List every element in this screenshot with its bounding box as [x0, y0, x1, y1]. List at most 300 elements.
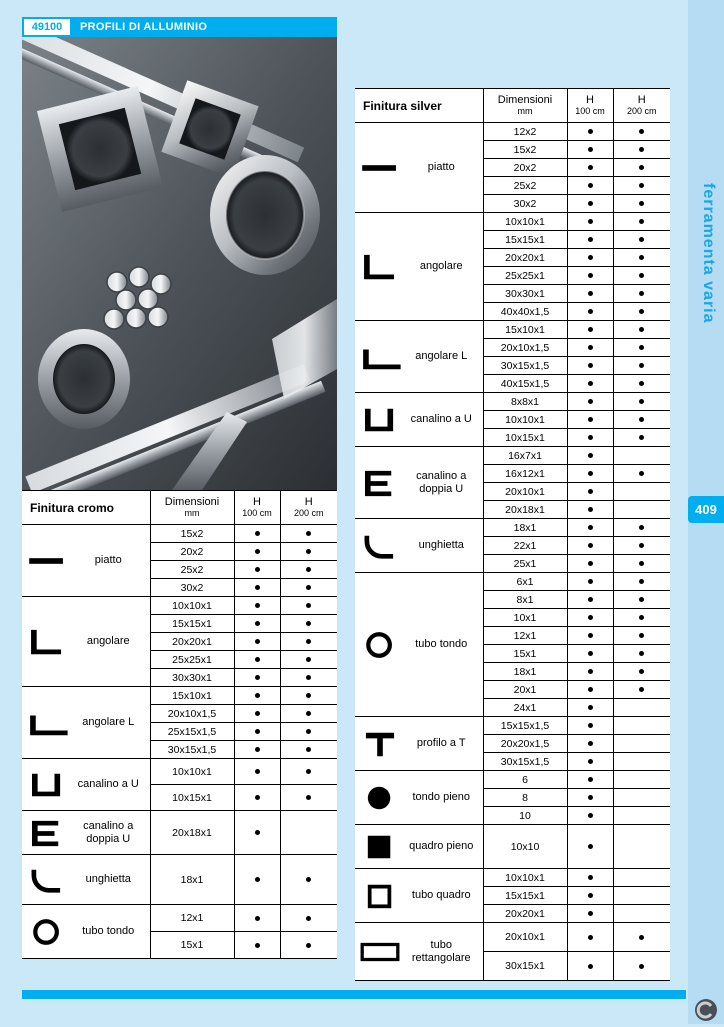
- profile-angolare: [22, 597, 150, 687]
- h200-availability: [613, 375, 670, 393]
- availability-dot: [588, 201, 593, 206]
- dimension-value: 10x10x1: [483, 411, 567, 429]
- availability-dot: [588, 597, 593, 602]
- h200-availability: [280, 597, 337, 615]
- availability-dot: [588, 147, 593, 152]
- availability-dot: [588, 435, 593, 440]
- spec-row: [22, 905, 337, 932]
- availability-dot: [588, 273, 593, 278]
- availability-dot: [588, 687, 593, 692]
- availability-dot: [588, 309, 593, 314]
- h100-availability: [567, 231, 613, 249]
- availability-dot: [255, 639, 260, 644]
- dimension-value: 30x30x1: [150, 669, 234, 687]
- spec-row: [355, 447, 670, 465]
- profile-label: angolare L: [82, 716, 135, 729]
- availability-dot: [306, 603, 311, 608]
- h100-availability: [234, 811, 280, 855]
- availability-dot: [588, 255, 593, 260]
- availability-dot: [255, 943, 260, 948]
- profile-canalino-doppia-u: [355, 447, 483, 519]
- availability-dot: [639, 525, 644, 530]
- availability-dot: [588, 813, 593, 818]
- dimension-value: 10x10x1: [483, 213, 567, 231]
- canalino-u-icon: [25, 770, 69, 800]
- aluminum-profiles-illustration: [22, 37, 337, 490]
- profile-label: unghietta: [85, 873, 131, 886]
- h100-availability: [567, 717, 613, 735]
- availability-dot: [306, 943, 311, 948]
- availability-dot: [588, 399, 593, 404]
- h100-availability: [567, 591, 613, 609]
- tondo-pieno-icon: [358, 783, 402, 813]
- col-dimensioni: Dimensioni mm: [150, 491, 234, 525]
- h100-availability: [567, 753, 613, 771]
- h200-availability: [613, 573, 670, 591]
- dimension-value: 24x1: [483, 699, 567, 717]
- availability-dot: [588, 525, 593, 530]
- dimension-value: 6x1: [483, 573, 567, 591]
- finitura-cromo-table-host: [22, 490, 337, 959]
- h100-availability: [234, 723, 280, 741]
- dimension-value: 15x15x1: [483, 887, 567, 905]
- h200-availability: [613, 663, 670, 681]
- dimension-value: 10x1: [483, 609, 567, 627]
- spec-row: [355, 717, 670, 735]
- page-header: [22, 17, 337, 37]
- h200-availability: [613, 735, 670, 753]
- profile-label: tondo pieno: [412, 791, 470, 804]
- availability-dot: [639, 183, 644, 188]
- availability-dot: [588, 615, 593, 620]
- h100-availability: [234, 543, 280, 561]
- dimension-value: 20x10x1,5: [483, 339, 567, 357]
- profile-tubo-tondo: [22, 905, 150, 959]
- spec-row: [355, 321, 670, 339]
- availability-dot: [306, 795, 311, 800]
- dimension-value: 10: [483, 807, 567, 825]
- availability-dot: [255, 711, 260, 716]
- profile-angolare-l: [355, 321, 483, 393]
- dimension-value: 10x15x1: [483, 429, 567, 447]
- dimension-value: 25x1: [483, 555, 567, 573]
- availability-dot: [588, 219, 593, 224]
- h200-availability: [280, 633, 337, 651]
- spec-row: [22, 759, 337, 785]
- h100-availability: [567, 537, 613, 555]
- page-title: PROFILI DI ALLUMINIO: [72, 17, 337, 37]
- availability-dot: [639, 219, 644, 224]
- h200-availability: [280, 905, 337, 932]
- canalino-doppia-u-icon: [25, 818, 69, 848]
- availability-dot: [588, 875, 593, 880]
- aluminum-profiles-photo: [22, 37, 337, 490]
- availability-dot: [588, 844, 593, 849]
- availability-dot: [255, 549, 260, 554]
- finitura-silver-table-host: [355, 88, 665, 981]
- availability-dot: [639, 687, 644, 692]
- availability-dot: [639, 471, 644, 476]
- profile-label: canalino a doppia U: [83, 819, 134, 845]
- availability-dot: [639, 147, 644, 152]
- profile-label: piatto: [427, 161, 455, 174]
- h100-availability: [234, 579, 280, 597]
- availability-dot: [306, 549, 311, 554]
- h200-availability: [613, 555, 670, 573]
- dimension-value: 10x10x1: [150, 759, 234, 785]
- h200-availability: [613, 681, 670, 699]
- h100-availability: [567, 681, 613, 699]
- h100-availability: [567, 869, 613, 887]
- col-h200: H 200 cm: [280, 491, 337, 525]
- availability-dot: [588, 183, 593, 188]
- availability-dot: [639, 633, 644, 638]
- availability-dot: [306, 531, 311, 536]
- dimension-value: 20x1: [483, 681, 567, 699]
- h100-availability: [567, 771, 613, 789]
- h200-availability: [613, 447, 670, 465]
- profile-canalino-doppia-u: [22, 811, 150, 855]
- h200-availability: [613, 123, 670, 141]
- h200-availability: [280, 855, 337, 905]
- availability-dot: [306, 585, 311, 590]
- h100-availability: [567, 519, 613, 537]
- h200-availability: [613, 952, 670, 981]
- h100-availability: [567, 887, 613, 905]
- profile-label: canalino a doppia U: [416, 469, 467, 495]
- h200-availability: [613, 519, 670, 537]
- h100-availability: [567, 573, 613, 591]
- dimension-value: 20x10x1: [483, 923, 567, 952]
- publisher-logo-icon: [694, 998, 718, 1022]
- availability-dot: [306, 621, 311, 626]
- availability-dot: [639, 291, 644, 296]
- spec-table-silver: [355, 88, 670, 981]
- h200-availability: [613, 753, 670, 771]
- profile-tondo-pieno: [355, 771, 483, 825]
- h100-availability: [567, 303, 613, 321]
- availability-dot: [639, 561, 644, 566]
- availability-dot: [639, 399, 644, 404]
- availability-dot: [588, 165, 593, 170]
- availability-dot: [639, 964, 644, 969]
- dimension-value: 12x1: [150, 905, 234, 932]
- tubo-tondo-icon: [25, 917, 69, 947]
- availability-dot: [639, 615, 644, 620]
- availability-dot: [306, 711, 311, 716]
- dimension-value: 18x1: [150, 855, 234, 905]
- availability-dot: [306, 693, 311, 698]
- availability-dot: [255, 657, 260, 662]
- h100-availability: [567, 249, 613, 267]
- h200-availability: [613, 429, 670, 447]
- h200-availability: [613, 231, 670, 249]
- dimension-value: 40x40x1,5: [483, 303, 567, 321]
- profilo-t-icon: [358, 729, 402, 759]
- profile-label: angolare: [419, 260, 463, 273]
- h200-availability: [280, 651, 337, 669]
- spec-table-cromo: [22, 490, 337, 959]
- h200-availability: [613, 717, 670, 735]
- table-title: Finitura cromo: [22, 491, 150, 525]
- dimension-value: 30x2: [150, 579, 234, 597]
- h100-availability: [567, 735, 613, 753]
- availability-dot: [255, 531, 260, 536]
- dimension-value: 10x10x1: [483, 869, 567, 887]
- availability-dot: [639, 309, 644, 314]
- dimension-value: 30x30x1: [483, 285, 567, 303]
- availability-dot: [588, 363, 593, 368]
- h100-availability: [567, 905, 613, 923]
- h200-availability: [613, 609, 670, 627]
- h100-availability: [567, 663, 613, 681]
- h200-availability: [613, 195, 670, 213]
- h200-availability: [613, 177, 670, 195]
- h100-availability: [234, 525, 280, 543]
- h100-availability: [567, 825, 613, 869]
- dimension-value: 30x15x1,5: [150, 741, 234, 759]
- dimension-value: 18x1: [483, 519, 567, 537]
- h100-availability: [567, 645, 613, 663]
- dimension-value: 10x10: [483, 825, 567, 869]
- dimension-value: 25x15x1,5: [150, 723, 234, 741]
- h200-availability: [613, 159, 670, 177]
- profile-piatto: [22, 525, 150, 597]
- h200-availability: [613, 483, 670, 501]
- h100-availability: [567, 177, 613, 195]
- h200-availability: [280, 811, 337, 855]
- availability-dot: [588, 453, 593, 458]
- h100-availability: [567, 213, 613, 231]
- h200-availability: [613, 285, 670, 303]
- h200-availability: [613, 869, 670, 887]
- h100-availability: [567, 357, 613, 375]
- quadro-pieno-icon: [358, 832, 402, 862]
- availability-dot: [255, 603, 260, 608]
- h200-availability: [613, 887, 670, 905]
- h100-availability: [234, 669, 280, 687]
- h100-availability: [567, 285, 613, 303]
- availability-dot: [306, 639, 311, 644]
- angolare-l-icon: [25, 708, 69, 738]
- h200-availability: [280, 785, 337, 811]
- availability-dot: [255, 693, 260, 698]
- availability-dot: [639, 129, 644, 134]
- angolare-icon: [25, 627, 69, 657]
- h100-availability: [567, 267, 613, 285]
- h100-availability: [567, 375, 613, 393]
- availability-dot: [255, 769, 260, 774]
- dimension-value: 25x2: [150, 561, 234, 579]
- availability-dot: [588, 723, 593, 728]
- dimension-value: 30x15x1,5: [483, 357, 567, 375]
- availability-dot: [639, 201, 644, 206]
- dimension-value: 15x10x1: [483, 321, 567, 339]
- h100-availability: [567, 789, 613, 807]
- tubo-quadro-icon: [358, 881, 402, 911]
- availability-dot: [588, 579, 593, 584]
- h100-availability: [234, 932, 280, 959]
- availability-dot: [588, 651, 593, 656]
- availability-dot: [588, 489, 593, 494]
- availability-dot: [639, 935, 644, 940]
- dimension-value: 30x2: [483, 195, 567, 213]
- dimension-value: 15x15x1: [150, 615, 234, 633]
- profile-piatto: [355, 123, 483, 213]
- h200-availability: [613, 591, 670, 609]
- dimension-value: 20x20x1: [483, 249, 567, 267]
- angolare-icon: [358, 252, 402, 282]
- dimension-value: 12x2: [483, 123, 567, 141]
- availability-dot: [639, 543, 644, 548]
- availability-dot: [588, 795, 593, 800]
- availability-dot: [588, 237, 593, 242]
- dimension-value: 25x25x1: [483, 267, 567, 285]
- bottom-rule: [22, 990, 686, 999]
- h200-availability: [613, 249, 670, 267]
- profile-tubo-rettangolare: [355, 923, 483, 981]
- h100-availability: [567, 393, 613, 411]
- h100-availability: [567, 923, 613, 952]
- h100-availability: [567, 159, 613, 177]
- profile-unghietta: [22, 855, 150, 905]
- availability-dot: [588, 417, 593, 422]
- tubo-tondo-icon: [358, 630, 402, 660]
- profile-canalino-u: [22, 759, 150, 811]
- dimension-value: 30x15x1,5: [483, 753, 567, 771]
- h100-availability: [567, 195, 613, 213]
- h100-availability: [234, 651, 280, 669]
- dimension-value: 15x15x1,5: [483, 717, 567, 735]
- h100-availability: [567, 952, 613, 981]
- h200-availability: [613, 267, 670, 285]
- availability-dot: [588, 964, 593, 969]
- product-code: 49100: [22, 17, 72, 37]
- h200-availability: [613, 923, 670, 952]
- h100-availability: [234, 705, 280, 723]
- availability-dot: [255, 675, 260, 680]
- h200-availability: [280, 741, 337, 759]
- tubo-rettangolare-icon: [358, 937, 402, 967]
- h200-availability: [280, 669, 337, 687]
- dimension-value: 15x2: [483, 141, 567, 159]
- spec-row: [22, 855, 337, 905]
- canalino-u-icon: [358, 405, 402, 435]
- availability-dot: [639, 381, 644, 386]
- dimension-value: 15x15x1: [483, 231, 567, 249]
- spec-row: [355, 123, 670, 141]
- h100-availability: [567, 339, 613, 357]
- availability-dot: [639, 669, 644, 674]
- h100-availability: [567, 627, 613, 645]
- availability-dot: [306, 567, 311, 572]
- profile-label: quadro pieno: [409, 840, 474, 853]
- availability-dot: [255, 585, 260, 590]
- h200-availability: [613, 501, 670, 519]
- angolare-l-icon: [358, 342, 402, 372]
- availability-dot: [255, 795, 260, 800]
- dimension-value: 8: [483, 789, 567, 807]
- h200-availability: [613, 303, 670, 321]
- availability-dot: [588, 507, 593, 512]
- availability-dot: [255, 729, 260, 734]
- availability-dot: [588, 935, 593, 940]
- profile-quadro-pieno: [355, 825, 483, 869]
- dimension-value: 15x1: [150, 932, 234, 959]
- h100-availability: [234, 615, 280, 633]
- h100-availability: [234, 561, 280, 579]
- h100-availability: [567, 447, 613, 465]
- availability-dot: [255, 877, 260, 882]
- dimension-value: 25x25x1: [150, 651, 234, 669]
- h100-availability: [234, 597, 280, 615]
- availability-dot: [639, 363, 644, 368]
- availability-dot: [588, 345, 593, 350]
- dimension-value: 16x7x1: [483, 447, 567, 465]
- col-h200: H 200 cm: [613, 89, 670, 123]
- availability-dot: [306, 877, 311, 882]
- dimension-value: 20x20x1: [483, 905, 567, 923]
- dimension-value: 10x10x1: [150, 597, 234, 615]
- availability-dot: [588, 471, 593, 476]
- profile-label: tubo quadro: [411, 889, 471, 902]
- h200-availability: [613, 905, 670, 923]
- h100-availability: [234, 633, 280, 651]
- availability-dot: [588, 777, 593, 782]
- availability-dot: [639, 237, 644, 242]
- dimension-value: 15x2: [150, 525, 234, 543]
- spec-row: [355, 923, 670, 952]
- dimension-value: 30x15x1: [483, 952, 567, 981]
- availability-dot: [255, 747, 260, 752]
- h100-availability: [567, 321, 613, 339]
- dimension-value: 25x2: [483, 177, 567, 195]
- col-h100: H 100 cm: [234, 491, 280, 525]
- h200-availability: [613, 771, 670, 789]
- h200-availability: [613, 141, 670, 159]
- dimension-value: 8x8x1: [483, 393, 567, 411]
- availability-dot: [588, 543, 593, 548]
- profile-label: canalino a U: [410, 413, 472, 426]
- unghietta-icon: [25, 865, 69, 895]
- dimension-value: 16x12x1: [483, 465, 567, 483]
- h100-availability: [567, 411, 613, 429]
- h100-availability: [567, 123, 613, 141]
- availability-dot: [588, 633, 593, 638]
- availability-dot: [306, 657, 311, 662]
- availability-dot: [588, 759, 593, 764]
- h200-availability: [613, 321, 670, 339]
- spec-row: [355, 771, 670, 789]
- profile-label: canalino a U: [77, 778, 139, 791]
- h100-availability: [567, 807, 613, 825]
- dimension-value: 15x1: [483, 645, 567, 663]
- h100-availability: [234, 785, 280, 811]
- availability-dot: [588, 669, 593, 674]
- availability-dot: [588, 129, 593, 134]
- availability-dot: [588, 705, 593, 710]
- unghietta-icon: [358, 531, 402, 561]
- availability-dot: [639, 597, 644, 602]
- profile-label: tubo tondo: [415, 638, 468, 651]
- availability-dot: [588, 893, 593, 898]
- availability-dot: [639, 651, 644, 656]
- piatto-icon: [25, 546, 69, 576]
- h200-availability: [280, 932, 337, 959]
- h200-availability: [613, 393, 670, 411]
- h200-availability: [280, 579, 337, 597]
- h200-availability: [613, 411, 670, 429]
